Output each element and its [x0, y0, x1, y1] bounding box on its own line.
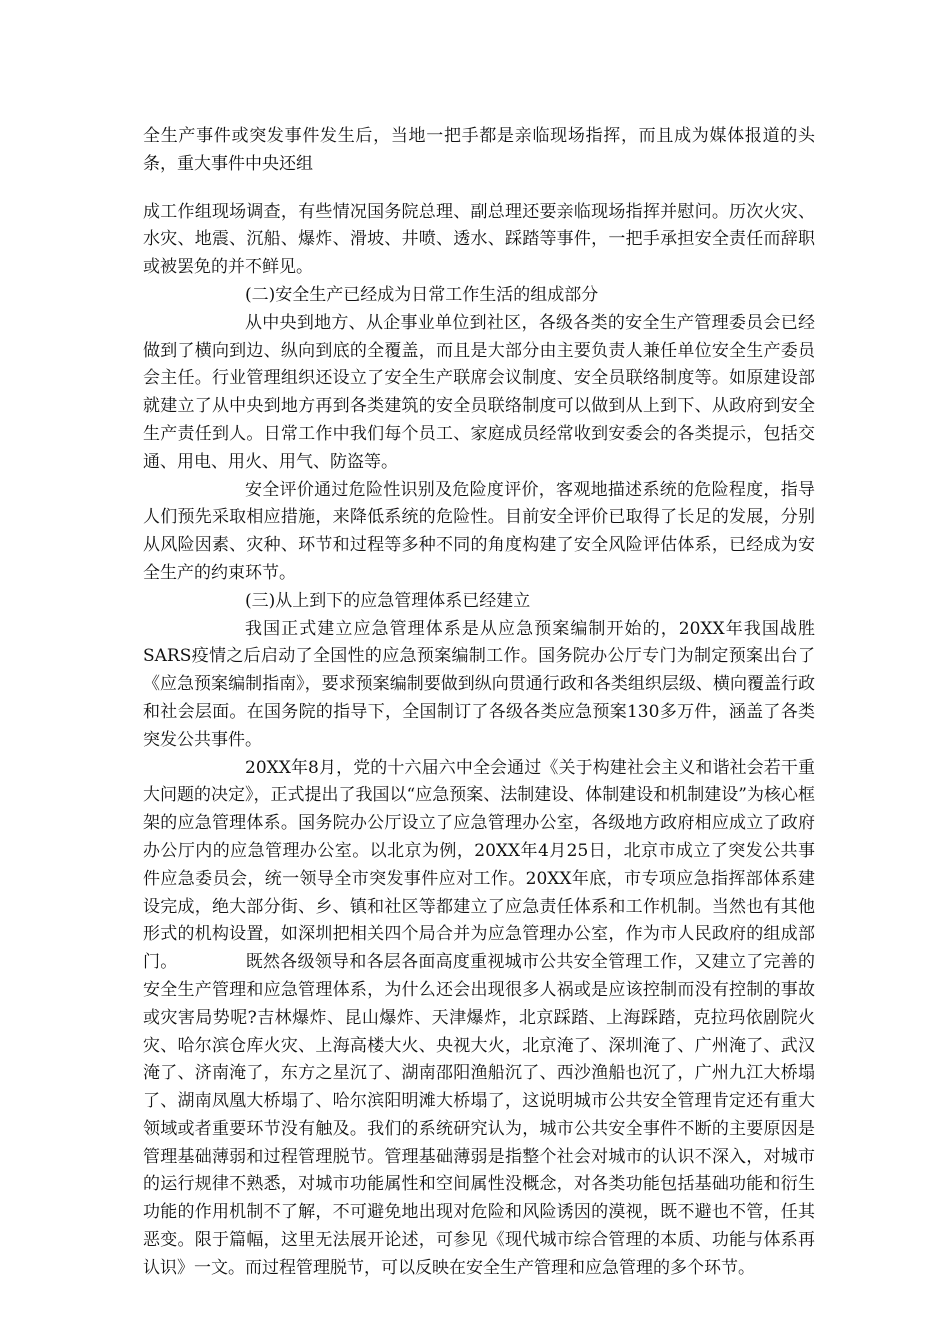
paragraph-continuation: 全生产事件或突发事件发生后，当地一把手都是亲临现场指挥，而且成为媒体报道的头条，重大事件中央还组	[143, 126, 815, 174]
paragraph-analysis-text: 既然各级领导和各层各面高度重视城市公共安全管理工作，又建立了完善的安全生产管理和应急管理体系，为什么还会出现很多人祸或是应该控制而没有控制的事故或灾害局势呢?吉林爆炸、昆山爆炸、天津爆炸，北京踩踏、上海踩踏，克拉玛依剧院火灾、哈尔滨仓库火灾、上海高楼大火、央视大火，北京淹了、深圳淹了、广州淹了、武汉淹了、济南淹了，东方之星沉了、湖南邵阳渔船沉了、西沙渔船也沉了，广州九江大桥塌了、湖南凤凰大桥塌了、哈尔滨阳明滩大桥塌了，这说明城市公共安全管理肯定还有重大领域或者重要环节没有触及。我们的系统研究认为，城市公共安全事件不断的主要原因是管理基础薄弱和过程管理脱节。管理基础薄弱是指整个社会对城市的认识不深入，对城市的运行规律不熟悉，对城市功能属性和空间属性没概念，对各类功能包括基础功能和衍生功能的作用机制不了解，不可避免地出现对危险和风险诱因的漠视，既不避也不管，任其恶变。限于篇幅，这里无法展开论述，可参见《现代城市综合管理的本质、功能与体系再认识》一文。而过程管理脱节，可以反映在安全生产管理和应急管理的多个环节。	[143, 952, 815, 1278]
paragraph-safety-evaluation: 安全评价通过危险性识别及危险度评价，客观地描述系统的危险程度，指导人们预先采取相应措施，来降低系统的危险性。目前安全评价已取得了长足的发展，分别从风险因素、灾种、环节和过程等多种不同的角度构建了安全风险评估体系，已经成为安全生产的约束环节。	[143, 479, 815, 583]
paragraph-emergency-system	[143, 755, 815, 1283]
paragraph-safety-committees: 从中央到地方、从企事业单位到社区，各级各类的安全生产管理委员会已经做到了横向到边、纵向到底的全覆盖，而且是大部分由主要负责人兼任单位安全生产委员会主任。行业管理组织还设立了安全生产联席会议制度、安全员联络制度等。如原建设部就建立了从中央到地方再到各类建筑的安全员联络制度可以做到从上到下、从政府到安全生产责任到人。日常工作中我们每个员工、家庭成员经常收到安委会的各类提示，包括交通、用电、用火、用气、防盗等。	[143, 312, 815, 472]
paragraph-emergency-plans: 我国正式建立应急管理体系是从应急预案编制开始的，20XX年我国战胜SARS疫情之后启动了全国性的应急预案编制工作。国务院办公厅专门为制定预案出台了《应急预案编制指南》，要求预案编制要做到纵向贯通行政和各类组织层级、横向覆盖行政和社会层面。在国务院的指导下，全国制订了各级各类应急预案130多万件，涵盖了各类突发公共事件。	[143, 618, 815, 750]
section-heading-2: (二)安全生产已经成为日常工作生活的组成部分	[245, 284, 599, 305]
section-heading-3: (三)从上到下的应急管理体系已经建立	[245, 590, 531, 611]
document-page	[143, 123, 815, 1283]
paragraph-resignation: 成工作组现场调查，有些情况国务院总理、副总理还要亲临现场指挥并慰问。历次火灾、水灾、地震、沉船、爆炸、滑坡、井喷、透水、踩踏等事件，一把手承担安全责任而辞职或被罢免的并不鲜见。	[143, 201, 815, 278]
paragraph-emergency-system-text: 20XX年8月，党的十六届六中全会通过《关于构建社会主义和谐社会若干重大问题的决定》，正式提出了我国以“应急预案、法制建设、体制建设和机制建设”为核心框架的应急管理体系。国务院办公厅设立了应急管理办公室，各级地方政府相应成立了政府办公厅内的应急管理办公室。以北京为例，20XX年4月25日，北京市成立了突发公共事件应急委员会，统一领导全市突发事件应对工作。20XX年底，市专项应急指挥部体系建设完成，绝大部分街、乡、镇和社区等都建立了应急责任体系和工作机制。当然也有其他形式的机构设置，如深圳把相关四个局合并为应急管理办公室，作为市人民政府的组成部门。	[143, 757, 815, 973]
